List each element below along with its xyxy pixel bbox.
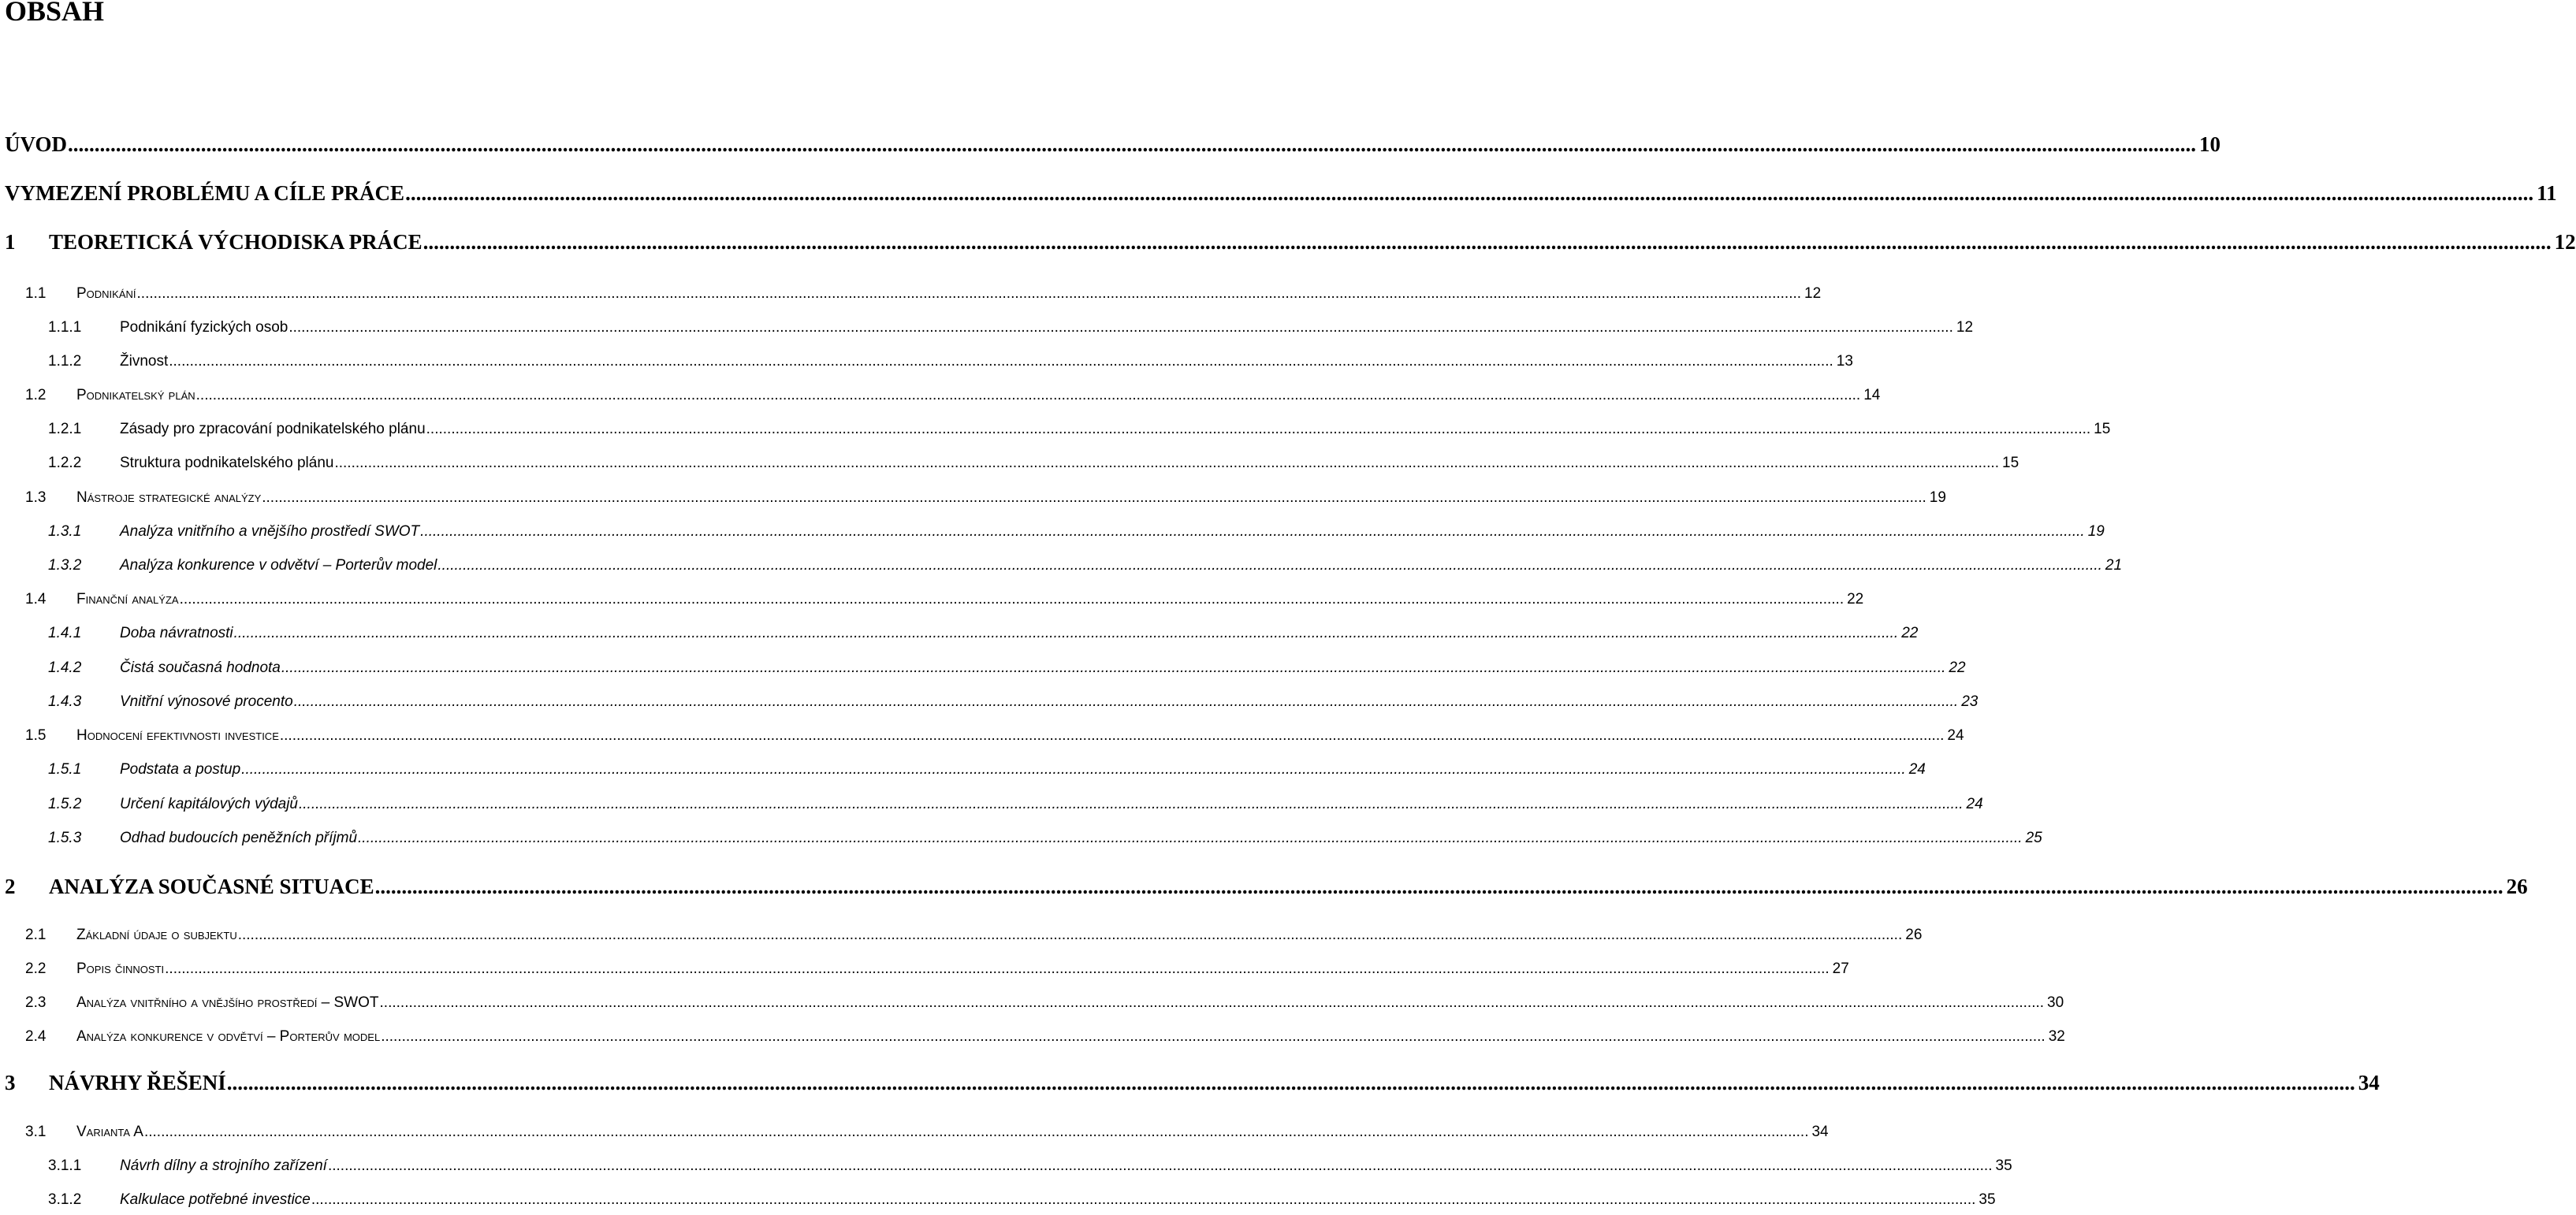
- toc-entry[interactable]: [0, 591, 1864, 615]
- toc-entry-page: 24: [1966, 796, 1983, 812]
- toc-dot-leader: ................................................................................................................................................................................................................................................................................................................................................................................................................: [281, 660, 1946, 676]
- toc-entry-title: Analýza vnitřního a vnějšího prostředí SWOT: [120, 523, 420, 540]
- toc-dot-leader: ................................................................................................................................................................................................................................................................................................................................................................................................................: [420, 523, 2085, 540]
- toc-entry[interactable]: [0, 660, 1966, 683]
- toc-entry-page: 34: [1811, 1124, 1829, 1140]
- toc-entry[interactable]: [0, 455, 2019, 478]
- toc-dot-leader: ................................................................................................................................................................................................................................................................................................................................................................................................................: [136, 285, 1802, 302]
- toc-entry-title: Podnikání: [76, 285, 136, 302]
- toc-dot-leader: ................................................................................................................................................................................................................................................................................................................................................................................................................: [288, 319, 1953, 336]
- toc-dot-leader: ................................................................................................................................................................................................................................................................................................................................................................................................................: [233, 625, 1899, 641]
- toc-entry-page: 27: [1832, 960, 1849, 977]
- toc-entry-number: 1.3: [25, 489, 47, 506]
- toc-dot-leader: ................................................................................................................................................................................................................................................................................................................................................................................................................: [358, 830, 2023, 846]
- toc-entry[interactable]: [0, 693, 1979, 717]
- toc-entry-number: 1.1: [25, 285, 47, 302]
- toc-dot-leader: ................................................................................................................................................................................................................................................................................................................................................................................................................: [423, 230, 2552, 254]
- toc-entry-page: 14: [1863, 387, 1881, 403]
- toc-dot-leader: ................................................................................................................................................................................................................................................................................................................................................................................................................: [426, 421, 2091, 437]
- toc-entry-title: Návrh dílny a strojního zařízení: [120, 1157, 327, 1174]
- toc-entry-page: 15: [2002, 455, 2019, 471]
- toc-entry-page: 15: [2094, 421, 2111, 437]
- toc-entry-title: Vnitřní výnosové procento: [120, 693, 293, 710]
- toc-entry[interactable]: [0, 557, 2123, 581]
- toc-dot-leader: ................................................................................................................................................................................................................................................................................................................................................................................................................: [299, 796, 1964, 812]
- toc-entry-number: 1.3.1: [48, 523, 82, 540]
- toc-dot-leader: ................................................................................................................................................................................................................................................................................................................................................................................................................: [226, 1071, 2355, 1094]
- toc-dot-leader: ................................................................................................................................................................................................................................................................................................................................................................................................................: [311, 1191, 1976, 1208]
- toc-dot-leader: ................................................................................................................................................................................................................................................................................................................................................................................................................: [381, 1028, 2046, 1045]
- toc-entry-page: 12: [2554, 230, 2576, 254]
- toc-entry-page: 13: [1836, 353, 1853, 370]
- toc-entry-title: NÁVRHY ŘEŠENÍ: [49, 1071, 226, 1094]
- toc-entry-page: 30: [2047, 994, 2064, 1011]
- toc-entry-title: Určení kapitálových výdajů: [120, 796, 298, 812]
- toc-entry[interactable]: [0, 927, 1923, 950]
- toc-entry-number: 2.1: [25, 927, 47, 943]
- toc-entry-number: 1.2: [25, 387, 47, 403]
- toc-entry-title: Struktura podnikatelského plánu: [120, 455, 334, 471]
- toc-dot-leader: ................................................................................................................................................................................................................................................................................................................................................................................................................: [169, 353, 1833, 370]
- toc-entry-page: 19: [1929, 489, 1946, 506]
- toc-entry-number: 3: [5, 1071, 16, 1094]
- toc-entry-page: 10: [2198, 132, 2220, 156]
- toc-entry-title: Finanční analýza: [76, 591, 179, 608]
- toc-entry[interactable]: [0, 796, 1983, 819]
- toc-entry-number: 1: [5, 230, 16, 254]
- toc-entry[interactable]: [0, 319, 1974, 343]
- toc-entry-title: Kalkulace potřebné investice: [120, 1191, 311, 1208]
- toc-dot-leader: ................................................................................................................................................................................................................................................................................................................................................................................................................: [237, 927, 1903, 943]
- toc-entry-title: Podnikatelský plán: [76, 387, 195, 403]
- toc-entry-number: 2.3: [25, 994, 47, 1011]
- toc-entry[interactable]: [0, 285, 1822, 309]
- toc-entry-number: 1.1.1: [48, 319, 82, 336]
- toc-entry-number: 1.1.2: [48, 353, 82, 370]
- toc-dot-leader: ................................................................................................................................................................................................................................................................................................................................................................................................................: [241, 761, 1906, 778]
- toc-entry[interactable]: [0, 830, 2042, 853]
- toc-entry[interactable]: [0, 181, 2557, 213]
- toc-entry-page: 23: [1961, 693, 1979, 710]
- toc-entry-page: 35: [1995, 1157, 2012, 1174]
- toc-entry[interactable]: [0, 1124, 1829, 1147]
- toc-dot-leader: ................................................................................................................................................................................................................................................................................................................................................................................................................: [279, 727, 1945, 744]
- toc-entry-title: VYMEZENÍ PROBLÉMU A CÍLE PRÁCE: [5, 181, 405, 205]
- toc-entry-number: 1.5.2: [48, 796, 82, 812]
- toc-entry-page: 24: [1908, 761, 1926, 778]
- toc-entry-page: 26: [1905, 927, 1923, 943]
- toc-entry-page: 25: [2025, 830, 2042, 846]
- toc-dot-leader: ................................................................................................................................................................................................................................................................................................................................................................................................................: [195, 387, 1861, 403]
- toc-dot-leader: ................................................................................................................................................................................................................................................................................................................................................................................................................: [143, 1124, 1809, 1140]
- toc-entry[interactable]: [0, 994, 2064, 1018]
- toc-entry-title: Zásady pro zpracování podnikatelského plánu: [120, 421, 426, 437]
- toc-entry[interactable]: [0, 489, 1946, 513]
- toc-entry-page: 22: [1949, 660, 1966, 676]
- toc-entry[interactable]: [0, 230, 2576, 262]
- toc-entry-title: Nástroje strategické analýzy: [76, 489, 262, 506]
- toc-dot-leader: ................................................................................................................................................................................................................................................................................................................................................................................................................: [379, 994, 2045, 1011]
- toc-entry-number: 1.2.1: [48, 421, 82, 437]
- toc-entry-title: TEORETICKÁ VÝCHODISKA PRÁCE: [49, 230, 423, 254]
- toc-entry[interactable]: [0, 761, 1926, 785]
- toc-entry-title: Analýza vnitřního a vnějšího prostředí – SWOT: [76, 994, 379, 1011]
- toc-entry-number: 1.4: [25, 591, 47, 608]
- toc-dot-leader: ................................................................................................................................................................................................................................................................................................................................................................................................................: [179, 591, 1845, 608]
- toc-entry-number: 3.1.1: [48, 1157, 82, 1174]
- toc-entry-title: Analýza konkurence v odvětví – Porterův model: [76, 1028, 381, 1045]
- toc-entry-page: 26: [2506, 875, 2528, 898]
- toc-entry-page: 35: [1979, 1191, 1996, 1208]
- toc-entry-number: 1.4.2: [48, 660, 82, 676]
- toc-entry-title: Popis činnosti: [76, 960, 165, 977]
- toc-entry-number: 1.5.1: [48, 761, 82, 778]
- toc-entry-page: 11: [2537, 181, 2557, 205]
- toc-entry-page: 32: [2048, 1028, 2065, 1045]
- toc-entry-number: 1.5.3: [48, 830, 82, 846]
- toc-dot-leader: ................................................................................................................................................................................................................................................................................................................................................................................................................: [405, 181, 2534, 205]
- toc-entry-page: 21: [2105, 557, 2123, 574]
- toc-entry-title: Podnikání fyzických osob: [120, 319, 288, 336]
- toc-entry[interactable]: [0, 421, 2111, 444]
- toc-entry[interactable]: [0, 960, 1849, 984]
- toc-dot-leader: ................................................................................................................................................................................................................................................................................................................................................................................................................: [327, 1157, 1993, 1174]
- toc-entry-title: Podstata a postup: [120, 761, 241, 778]
- toc-entry[interactable]: [0, 523, 2105, 547]
- toc-dot-leader: ................................................................................................................................................................................................................................................................................................................................................................................................................: [374, 875, 2503, 898]
- toc-entry-number: 2.4: [25, 1028, 47, 1045]
- toc-entry[interactable]: [0, 1071, 2380, 1102]
- toc-entry-number: 1.2.2: [48, 455, 82, 471]
- toc-entry-page: 12: [1804, 285, 1822, 302]
- toc-entry-page: 19: [2087, 523, 2105, 540]
- toc-entry-number: 3.1: [25, 1124, 47, 1140]
- toc-entry-page: 34: [2358, 1071, 2380, 1094]
- toc-entry-title: Čistá současná hodnota: [120, 660, 281, 676]
- toc-entry-page: 22: [1847, 591, 1864, 608]
- toc-entry-page: 24: [1947, 727, 1964, 744]
- toc-entry-title: Doba návratnosti: [120, 625, 233, 641]
- toc-entry-number: 1.3.2: [48, 557, 82, 574]
- toc-entry-title: Hodnocení efektivnosti investice: [76, 727, 279, 744]
- toc-entry-title: Varianta A: [76, 1124, 143, 1140]
- toc-entry-number: 3.1.2: [48, 1191, 82, 1208]
- toc-entry-page: 12: [1956, 319, 1974, 336]
- toc-entry-title: Živnost: [120, 353, 169, 370]
- toc-entry[interactable]: [0, 132, 2220, 164]
- toc-entry[interactable]: [0, 625, 1919, 648]
- toc-dot-leader: ................................................................................................................................................................................................................................................................................................................................................................................................................: [165, 960, 1830, 977]
- toc-entry[interactable]: [0, 1157, 2012, 1181]
- toc-entry-title: ANALÝZA SOUČASNÉ SITUACE: [49, 875, 374, 898]
- toc-dot-leader: ................................................................................................................................................................................................................................................................................................................................................................................................................: [293, 693, 1959, 710]
- toc-entry[interactable]: [0, 353, 1853, 377]
- toc-dot-leader: ................................................................................................................................................................................................................................................................................................................................................................................................................: [67, 132, 2196, 156]
- toc-entry-number: 1.5: [25, 727, 47, 744]
- toc-entry[interactable]: [0, 875, 2528, 906]
- toc-entry-title: Analýza konkurence v odvětví – Porterův model: [120, 557, 437, 574]
- page-title: OBSAH: [5, 0, 105, 27]
- toc-entry[interactable]: [0, 727, 1964, 751]
- toc-dot-leader: ................................................................................................................................................................................................................................................................................................................................................................................................................: [437, 557, 2102, 574]
- toc-entry[interactable]: [0, 387, 1881, 411]
- toc-entry[interactable]: [0, 1191, 1996, 1215]
- toc-entry-page: 22: [1901, 625, 1919, 641]
- toc-dot-leader: ................................................................................................................................................................................................................................................................................................................................................................................................................: [334, 455, 1999, 471]
- toc-entry-title: Odhad budoucích peněžních příjmů: [120, 830, 358, 846]
- toc-entry[interactable]: [0, 1028, 2065, 1052]
- toc-entry-number: 2.2: [25, 960, 47, 977]
- toc-dot-leader: ................................................................................................................................................................................................................................................................................................................................................................................................................: [262, 489, 1926, 506]
- toc-entry-number: 2: [5, 875, 16, 898]
- toc-entry-title: Základní údaje o subjektu: [76, 927, 237, 943]
- toc-entry-title: ÚVOD: [5, 132, 67, 156]
- toc-entry-number: 1.4.1: [48, 625, 82, 641]
- toc-entry-number: 1.4.3: [48, 693, 82, 710]
